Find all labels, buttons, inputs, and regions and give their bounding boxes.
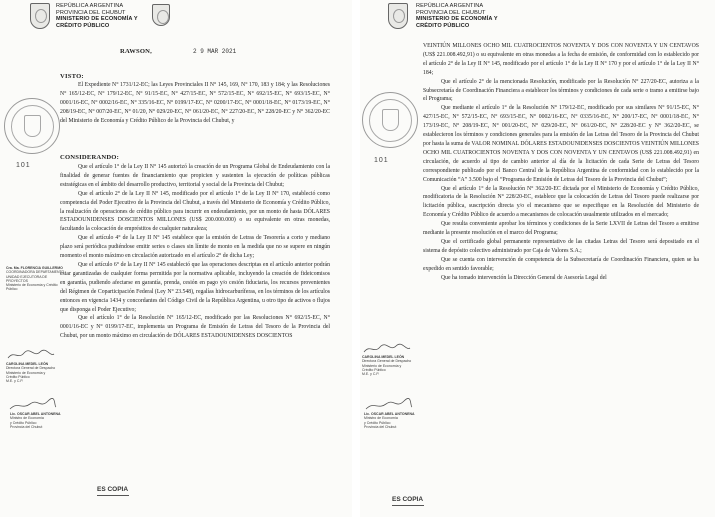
copy-underline — [392, 505, 424, 506]
signature-stamp-minister — [10, 412, 66, 429]
letterhead-line: PROVINCIA DEL CHUBUT — [56, 9, 126, 16]
signature-stamp-minister — [364, 412, 420, 429]
stamp-line: y Crédito Público — [364, 420, 391, 425]
stamp-line: UNIDAD EJECUTORA DE PROYECTOS — [6, 274, 48, 283]
coat-of-arms-icon — [30, 3, 50, 29]
paragraph: Que se cuenta con intervención de competencia de la Subsecretaría de Coordinación Financiera, quien se ha expedido en sentido favorable; — [423, 256, 699, 272]
official-seal-icon — [362, 92, 418, 148]
stamp-line: Crédito Público — [362, 367, 386, 372]
es-copia-stamp: ES COPIA — [97, 486, 129, 493]
handwritten-signature-icon — [364, 398, 414, 412]
paragraph: Que el artículo 4° de la Ley II N° 145 establece que la emisión de Letras de Tesorería a corto y mediano plazo será periódica pudiéndose emitir series o clases sin límite de monto en la medida que no se supere en ningún momento el monto máximo en circulación autorizado en el artículo 2° de dicha Ley; — [60, 235, 330, 260]
copy-underline — [97, 495, 129, 496]
right-letterhead — [416, 3, 498, 29]
stamp-line: Lic. OSCAR ABEL ANTONENA — [364, 412, 415, 416]
stamp-line: Crédito Público — [6, 374, 30, 379]
stamp-line: COORDINADORA DEPARTAMENTO — [6, 270, 65, 275]
paragraph: VEINTIÚN MILLONES OCHO MIL CUATROCIENTOS NOVENTA Y DOS CON NOVENTA Y UN CENTAVOS (US$ 221.008.492,91) o su equivalente en otras monedas a la fecha de emisión, de conformidad con lo establecido por el artículo 2° de la Ley II N° 145, modificado por el artículo 1° de la Ley II N° 170 y por el artículo 1° de la Ley II N° 184; — [423, 43, 699, 76]
stamp-line: Ministerio de Economía y Crédito Público — [6, 283, 58, 292]
provincial-emblem-icon — [152, 4, 170, 26]
signature-stamp-director — [6, 362, 64, 383]
signature-stamp-director — [362, 355, 420, 376]
right-document-page — [360, 0, 715, 517]
right-body — [423, 42, 699, 282]
paragraph: El Expediente N° 1731/12-EC; las Leyes Provinciales II N° 145, 169, N° 170, 183 y 184; y las Resoluciones N° 165/12-EC, N° 179/12-EC, N° 91/15-EC, N° 427/15-EC, N° 572/15-EC, N° 692/15-EC, N° 693/15-EC, N° 0001/16-EC, N° 0002/16-EC, N° 335/16-EC, N° 0199/17-EC, N° 0200/17-EC, N° 0001/18-EC, N° 0173/19-EC, N° 208/19-EC, N° 007/20-EC, N° 01/20, N° 029/20-EC, N° 061/20-EC, N° 227/20-EC, N° 228/20-EC y N° 362/20-EC del Ministerio de Economía y Crédito Público de la Provincia del Chubut, y — [60, 82, 330, 124]
stamp-line: Lic. OSCAR ABEL ANTONENA — [10, 412, 61, 416]
visto-body — [60, 81, 330, 126]
left-document-page — [0, 0, 352, 517]
handwritten-date: 2 9 MAR 2021 — [193, 48, 237, 55]
coat-of-arms-icon — [388, 3, 408, 29]
letterhead-line: REPÚBLICA ARGENTINA — [56, 3, 124, 9]
signature-stamp-coordinator — [6, 266, 66, 292]
handwritten-signature-icon — [362, 342, 412, 356]
es-copia-stamp: ES COPIA — [392, 496, 424, 503]
paragraph: Que el certificado global permanente representativo de las citadas Letras del Tesoro será depositado en el sistema de depósito colectivo administrado por Caja de Valores S.A.; — [423, 238, 699, 254]
page-gutter — [352, 0, 360, 517]
visto-heading: VISTO: — [60, 73, 84, 80]
letterhead-line: CRÉDITO PÚBLICO — [416, 22, 470, 29]
letterhead-line: REPÚBLICA ARGENTINA — [416, 3, 484, 9]
letterhead-line: PROVINCIA DEL CHUBUT — [416, 9, 486, 16]
considerando-body — [60, 163, 330, 341]
stamp-line: Ministro de Economía — [10, 416, 44, 421]
page-number: 101 — [374, 157, 389, 164]
paragraph: Que el artículo 1° de la Ley II N° 145 autorizó la creación de un Programa Global de Endeudamiento con la finalidad de generar fuentes de financiamiento que propicien y sustenten la ejecución de políticas públicas estratégicas en el ámbito del desarrollo productivo, territorial y social de la Provincia del Chubut; — [60, 164, 330, 188]
handwritten-signature-icon — [8, 398, 58, 412]
considerando-heading: CONSIDERANDO: — [60, 154, 120, 161]
place-label: RAWSON, — [120, 48, 152, 55]
left-letterhead — [56, 3, 138, 29]
stamp-line: Ministro de Economía — [364, 416, 398, 421]
stamp-line: Ministerio de Economía y — [6, 370, 46, 375]
letterhead-line: MINISTERIO DE ECONOMÍA Y — [416, 16, 498, 23]
paragraph: Que el artículo 2° de la Ley II N° 145, modificado por el artículo 1° de la Ley II N° 170, estableció como competencia del Poder Ejecutivo de la Provincia del Chubut, a través del Ministerio de Economía y Crédito Público, la realización de operaciones de crédito público para incurrir en endeudamiento, por un monto de hasta DÓLARES ESTADOUNIDENSES DOSCIENTOS MILLONES (US$ 200.000.000) o su equivalente en otras monedas, facultando la colocación de empréstitos de cualquier naturaleza; — [60, 190, 330, 233]
paragraph: Que el artículo 1° de la Resolución N° 165/12-EC, modificado por las Resoluciones N° 692/15-EC, N° 0001/16-EC y N° 0199/17-EC, implementa un Programa de Emisión de Letras del Tesoro de la Provincia del Chubut, por un monto máximo en circulación de DÓLARES ESTADOUNIDENSES DOSCIENTOS — [60, 315, 330, 340]
paragraph: Que el artículo 2° de la mencionada Resolución, modificado por la Resolución N° 227/20-EC, autoriza a la Subsecretaría de Coordinación Financiera a establecer los términos y condiciones de cada serie o tramo a emitirse bajo el Programa; — [423, 78, 699, 103]
stamp-line: M.E. y C.P. — [362, 372, 380, 377]
paragraph: Que mediante el artículo 1° de la Resolución N° 179/12-EC, modificado por sus similares N° 91/15-EC, N° 427/15-EC, N° 572/15-EC, N° 693/15-EC, N° 0002/16-EC, N° 0335/16-EC, N° 200/17-EC, N° 0001/18-EC, N° 173/19-EC, N° 208/19-EC, N° 001/20-EC, N° 029/20-EC, N° 061/20-EC, N° 228/20-EC y N° 362/20-EC, se establecieron los términos y condiciones generales para la emisión de las Letras del Tesoro de la Provincia del Chubut por hasta la suma de VALOR NOMINAL DÓLARES ESTADOUNIDENSES DOSCIENTOS VEINTIÚN MILLONES OCHO MIL CUATROCIENTOS NOVENTA Y DOS CON NOVENTA Y UN CENTAVOS (US$ 221.008.492,91) en circulación, de acuerdo al tipo de cambio anterior al día de la licitación de cada Serie de Letras del Tesoro correspondiente publicado por el Banco Central de la República Argentina de conformidad con lo establecido por la Comunicación “A” 3.500 bajo el “Programa de Emisión de Letras del Tesoro de la Provincia del Chubut”; — [423, 105, 699, 183]
paragraph: Que el artículo 1° de la Resolución N° 362/20-EC dictada por el Ministerio de Economía y Crédito Público, modificatoria de la Resolución N° 228/20-EC, establece que la colocación de Letras del Tesoro puede realizarse por licitación pública, suscripción directa y/o el mecanismo que se especifique en la Resolución del Ministerio de Economía y Crédito Público de acuerdo a mecanismos de colocación usualmente utilizados en el mercado; — [423, 185, 699, 219]
page-number: 101 — [16, 162, 31, 169]
stamp-line: CAROLINA MEDEL LEÓN — [362, 355, 405, 359]
stamp-line: Directora General de Despacho — [6, 366, 56, 371]
paragraph: Que ha tomado intervención la Dirección General de Asesoría Legal del — [441, 274, 607, 281]
letterhead-line: MINISTERIO DE ECONOMÍA Y — [56, 16, 138, 23]
stamp-line: CAROLINA MEDEL LEÓN — [6, 362, 49, 366]
stamp-line: Directora General de Despacho — [362, 359, 412, 364]
stamp-line: M.E. y C.P. — [6, 379, 24, 384]
letterhead-line: CRÉDITO PÚBLICO — [56, 22, 110, 29]
stamp-line: Ministerio de Economía y — [362, 363, 402, 368]
stamp-line: y Crédito Público — [10, 420, 37, 425]
paragraph: Que resulta conveniente aprobar los términos y condiciones de la Serie LXVII de Letras del Tesoro a emitirse mediante la presente resolución en el marco del Programa; — [423, 221, 699, 237]
official-seal-icon — [4, 98, 60, 154]
stamp-line: Provincia del Chubut — [364, 424, 397, 429]
stamp-line: Cra. Ma. FLORENCIA GUILLERMO — [6, 266, 63, 270]
stamp-line: Provincia del Chubut — [10, 424, 43, 429]
handwritten-signature-icon — [6, 348, 56, 362]
paragraph: Que el artículo 6° de la Ley II N° 145 estableció que las operaciones descriptas en el artículo anterior podrán estar garantizadas de cualquier forma permitida por la normativa aplicable, incluyendo la creación de fideicomisos en garantía, pudiendo afectarse en garantía, prenda, cesión en pago y/o cesión fiduciaria, los recursos provenientes del Régimen de Coparticipación Federal (Ley N° 23.548), regalías hidrocarburíferas, en los términos de los artículos entonces en vigencia 1434 y concordantes del Código Civil de la República Argentina, u otro tipo de activos o flujos que disponga el Poder Ejecutivo; — [60, 261, 330, 313]
